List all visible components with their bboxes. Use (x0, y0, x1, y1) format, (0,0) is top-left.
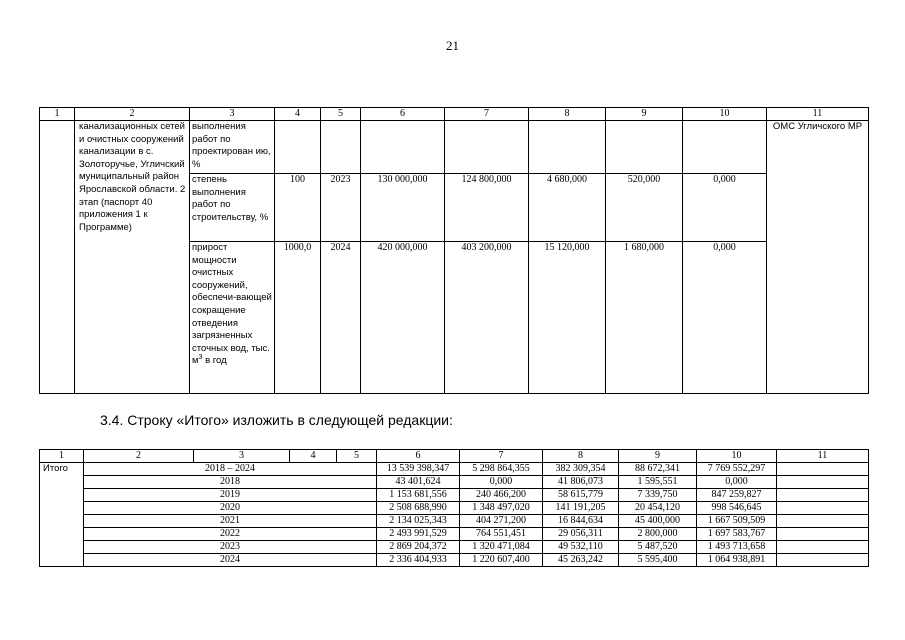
header-cell: 7 (460, 450, 543, 463)
empty-cell (777, 528, 869, 541)
empty-cell (777, 489, 869, 502)
table-header-row (40, 108, 869, 121)
period-cell: 2022 (84, 528, 377, 541)
header-cell: 1 (40, 108, 75, 121)
table-row (40, 121, 869, 174)
empty-cell (777, 463, 869, 476)
regional-cell: 41 806,073 (543, 476, 619, 489)
empty-cell (777, 476, 869, 489)
itogo-label: Итого (40, 463, 84, 567)
regional-cell: 16 844,634 (543, 515, 619, 528)
other-cell: 0,000 (683, 242, 767, 394)
table-row (40, 476, 869, 489)
federal-cell: 764 551,451 (460, 528, 543, 541)
regional-cell: 141 191,205 (543, 502, 619, 515)
year-cell: 2023 (321, 174, 361, 242)
total-cell (361, 121, 445, 174)
municipal-cell: 20 454,120 (619, 502, 697, 515)
header-cell: 11 (767, 108, 869, 121)
other-cell: 1 064 938,891 (697, 554, 777, 567)
value-cell: 1000,0 (275, 242, 321, 394)
municipal-cell: 520,000 (606, 174, 683, 242)
table-row (40, 528, 869, 541)
header-cell: 6 (361, 108, 445, 121)
total-cell: 420 000,000 (361, 242, 445, 394)
total-cell: 2 336 404,933 (377, 554, 460, 567)
regional-cell: 4 680,000 (529, 174, 606, 242)
other-cell: 0,000 (697, 476, 777, 489)
table-row (40, 554, 869, 567)
federal-cell: 1 348 497,020 (460, 502, 543, 515)
federal-cell: 1 320 471,084 (460, 541, 543, 554)
regional-cell: 49 532,110 (543, 541, 619, 554)
activities-table (39, 107, 869, 394)
period-cell: 2018 (84, 476, 377, 489)
total-cell: 1 153 681,556 (377, 489, 460, 502)
municipal-cell: 1 680,000 (606, 242, 683, 394)
total-cell: 130 000,000 (361, 174, 445, 242)
period-cell: 2019 (84, 489, 377, 502)
header-cell: 8 (529, 108, 606, 121)
table-header-row (40, 450, 869, 463)
empty-cell (777, 515, 869, 528)
regional-cell: 29 056,311 (543, 528, 619, 541)
table-row (40, 502, 869, 515)
federal-cell: 404 271,200 (460, 515, 543, 528)
indicator-cell: степень выполнения работ по строительству, % (190, 174, 275, 242)
table-row (40, 541, 869, 554)
other-cell (683, 121, 767, 174)
municipal-cell: 88 672,341 (619, 463, 697, 476)
indicator-text: прирост мощности очистных сооружений, обеспечи-вающей сокращение отведения загрязненных сточных вод, тыс. м (192, 242, 272, 367)
other-cell: 1 667 509,509 (697, 515, 777, 528)
page-number: 21 (446, 38, 459, 53)
total-cell: 2 493 991,529 (377, 528, 460, 541)
header-cell: 11 (777, 450, 869, 463)
period-cell: 2018 – 2024 (84, 463, 377, 476)
period-cell: 2021 (84, 515, 377, 528)
federal-cell: 0,000 (460, 476, 543, 489)
federal-cell: 5 298 864,355 (460, 463, 543, 476)
other-cell: 1 493 713,658 (697, 541, 777, 554)
value-cell (275, 121, 321, 174)
owner-cell: ОМС Угличского МР (767, 121, 869, 394)
header-cell: 2 (84, 450, 194, 463)
federal-cell: 1 220 607,400 (460, 554, 543, 567)
section-heading: 3.4. Строку «Итого» изложить в следующей редакции: (100, 412, 453, 428)
empty-cell (777, 541, 869, 554)
municipal-cell: 5 487,520 (619, 541, 697, 554)
regional-cell (529, 121, 606, 174)
municipal-cell: 1 595,551 (619, 476, 697, 489)
municipal-cell (606, 121, 683, 174)
municipal-cell: 45 400,000 (619, 515, 697, 528)
row-number-cell (40, 121, 75, 394)
federal-cell (445, 121, 529, 174)
regional-cell: 382 309,354 (543, 463, 619, 476)
total-cell: 43 401,624 (377, 476, 460, 489)
other-cell: 998 546,645 (697, 502, 777, 515)
empty-cell (777, 554, 869, 567)
table-row (40, 489, 869, 502)
other-cell: 0,000 (683, 174, 767, 242)
indicator-tail: в год (202, 355, 227, 367)
indicator-superscript: 3 (198, 354, 203, 362)
header-cell: 3 (190, 108, 275, 121)
table-row (40, 463, 869, 476)
other-cell: 7 769 552,297 (697, 463, 777, 476)
regional-cell: 58 615,779 (543, 489, 619, 502)
header-cell: 8 (543, 450, 619, 463)
regional-cell: 15 120,000 (529, 242, 606, 394)
period-cell: 2020 (84, 502, 377, 515)
municipal-cell: 2 800,000 (619, 528, 697, 541)
header-cell: 5 (321, 108, 361, 121)
totals-table (39, 449, 869, 567)
header-cell: 2 (75, 108, 190, 121)
header-cell: 1 (40, 450, 84, 463)
total-cell: 2 134 025,343 (377, 515, 460, 528)
value-cell: 100 (275, 174, 321, 242)
regional-cell: 45 263,242 (543, 554, 619, 567)
municipal-cell: 7 339,750 (619, 489, 697, 502)
total-cell: 2 508 688,990 (377, 502, 460, 515)
header-cell: 10 (683, 108, 767, 121)
indicator-cell: выполнения работ по проектирован ию, % (190, 121, 275, 174)
indicator-cell (190, 242, 275, 394)
header-cell: 9 (619, 450, 697, 463)
header-cell: 10 (697, 450, 777, 463)
other-cell: 847 259,827 (697, 489, 777, 502)
period-cell: 2023 (84, 541, 377, 554)
period-cell: 2024 (84, 554, 377, 567)
other-cell: 1 697 583,767 (697, 528, 777, 541)
header-cell: 6 (377, 450, 460, 463)
header-cell: 7 (445, 108, 529, 121)
year-cell: 2024 (321, 242, 361, 394)
federal-cell: 240 466,200 (460, 489, 543, 502)
total-cell: 13 539 398,347 (377, 463, 460, 476)
header-cell: 4 (275, 108, 321, 121)
header-cell: 3 (194, 450, 290, 463)
header-cell: 4 (290, 450, 337, 463)
empty-cell (777, 502, 869, 515)
total-cell: 2 869 204,372 (377, 541, 460, 554)
header-cell: 5 (337, 450, 377, 463)
activity-name: канализационных сетей и очистных сооружений канализации в с. Золоторучье, Угличский муниципальный район Ярославской области. 2 этап (паспорт 40 приложения 1 к Программе) (75, 121, 190, 394)
header-cell: 9 (606, 108, 683, 121)
table-row (40, 515, 869, 528)
year-cell (321, 121, 361, 174)
federal-cell: 403 200,000 (445, 242, 529, 394)
municipal-cell: 5 595,400 (619, 554, 697, 567)
federal-cell: 124 800,000 (445, 174, 529, 242)
